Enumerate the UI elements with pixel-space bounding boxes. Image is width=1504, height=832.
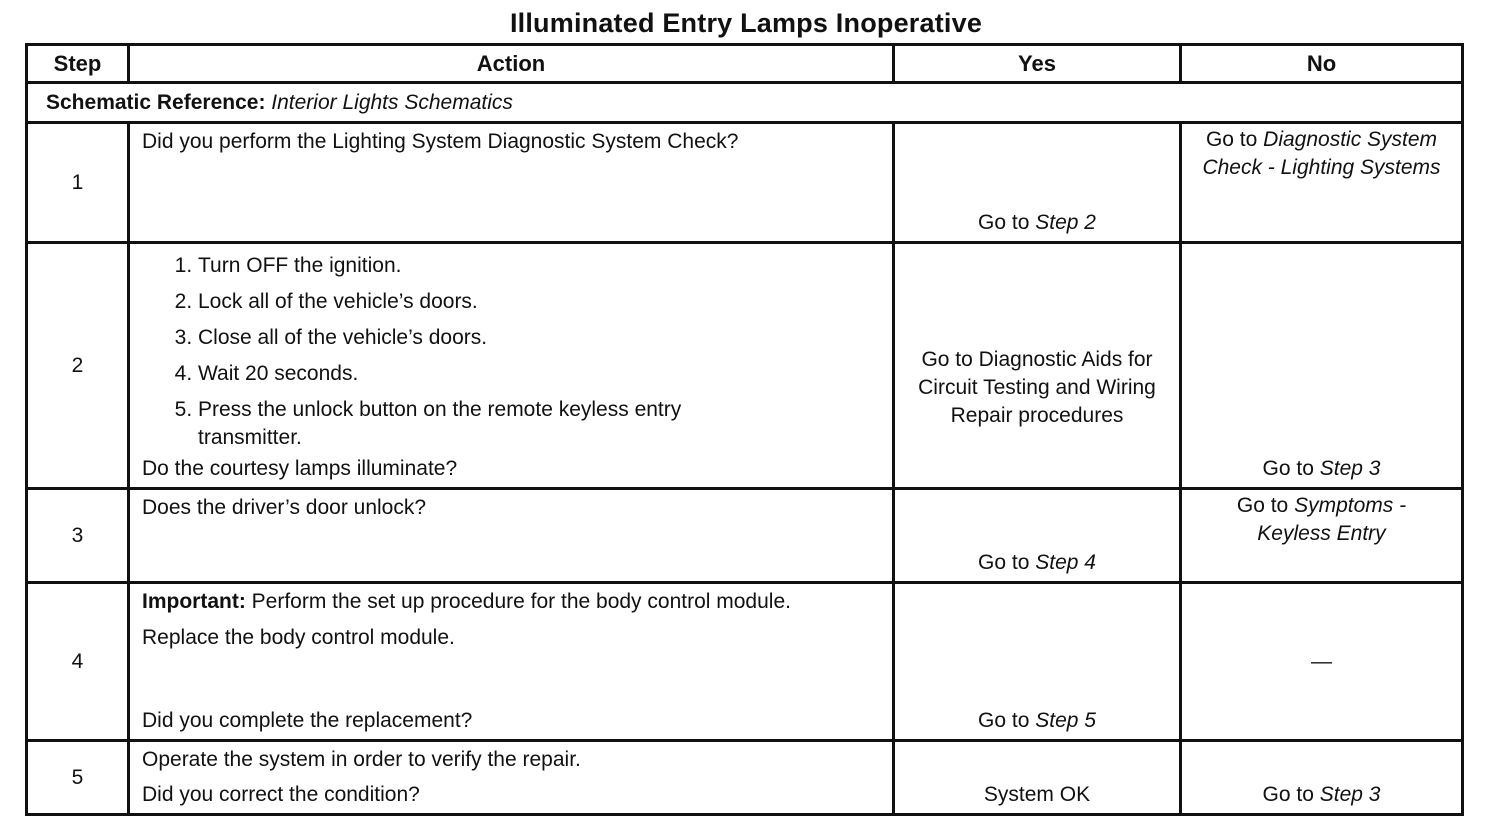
action-question: Did you correct the condition? xyxy=(142,783,420,806)
schematic-link: Interior Lights Schematics xyxy=(271,90,513,114)
important-note: Important: Perform the set up procedure for the body control module. xyxy=(142,590,791,613)
no-cell xyxy=(1181,123,1463,243)
no-result: Go to Diagnostic System Check - Lighting Systems xyxy=(1202,128,1441,179)
action-text: Did you perform the Lighting System Diagnostic System Check? xyxy=(142,130,739,153)
yes-cell xyxy=(894,489,1181,583)
header-action: Action xyxy=(129,45,894,83)
yes-result: Go to Diagnostic Aids for Circuit Testing and Wiring Repair procedures xyxy=(918,348,1156,427)
list-item: 1. Turn OFF the ignition. xyxy=(198,252,880,280)
step-number: 3 xyxy=(27,489,129,583)
page-title: Illuminated Entry Lamps Inoperative xyxy=(509,8,983,38)
action-text: Does the driver’s door unlock? xyxy=(142,496,427,519)
no-result: Go to Symptoms - Keyless Entry xyxy=(1236,494,1407,545)
schematic-reference xyxy=(27,83,1463,123)
no-result: Go to Step 3 xyxy=(1262,783,1381,806)
header-yes: Yes xyxy=(894,45,1181,83)
step-number: 4 xyxy=(27,583,129,741)
step-number: 5 xyxy=(27,741,129,815)
list-item: 2. Lock all of the vehicle’s doors. xyxy=(198,288,880,316)
action-question: Did you complete the replacement? xyxy=(142,709,473,732)
table-row xyxy=(27,741,1463,815)
yes-result: Go to Step 4 xyxy=(978,551,1096,574)
step-number: 1 xyxy=(27,123,129,243)
no-cell xyxy=(1181,243,1463,489)
no-cell xyxy=(1181,583,1463,741)
action-steps-list xyxy=(142,252,880,452)
schematic-label: Schematic Reference: xyxy=(46,90,266,114)
step-number: 2 xyxy=(27,243,129,489)
no-result: — xyxy=(1311,649,1332,673)
yes-cell xyxy=(894,243,1181,489)
no-cell xyxy=(1181,489,1463,583)
yes-result: Go to Step 5 xyxy=(978,709,1096,732)
table-row xyxy=(27,123,1463,243)
yes-cell xyxy=(894,123,1181,243)
action-cell xyxy=(129,123,894,243)
list-item: 4. Wait 20 seconds. xyxy=(198,360,880,388)
action-cell xyxy=(129,489,894,583)
table-row xyxy=(27,489,1463,583)
table-row xyxy=(27,583,1463,741)
schematic-row xyxy=(27,83,1463,123)
yes-cell xyxy=(894,583,1181,741)
yes-cell xyxy=(894,741,1181,815)
yes-result: Go to Step 2 xyxy=(978,211,1096,234)
no-result: Go to Step 3 xyxy=(1262,457,1381,480)
action-question: Do the courtesy lamps illuminate? xyxy=(142,457,458,480)
yes-result: System OK xyxy=(983,783,1091,806)
list-item: 5. Press the unlock button on the remote keyless entry transmitter. xyxy=(198,396,880,452)
table-row xyxy=(27,243,1463,489)
action-text: Operate the system in order to verify the repair. xyxy=(142,748,581,771)
header-step: Step xyxy=(27,45,129,83)
diagnostic-table xyxy=(25,43,1464,816)
action-cell xyxy=(129,583,894,741)
list-item: 3. Close all of the vehicle’s doors. xyxy=(198,324,880,352)
action-cell xyxy=(129,243,894,489)
no-cell xyxy=(1181,741,1463,815)
action-text: Replace the body control module. xyxy=(142,626,455,649)
action-cell xyxy=(129,741,894,815)
header-no: No xyxy=(1181,45,1463,83)
header-row xyxy=(27,45,1463,83)
